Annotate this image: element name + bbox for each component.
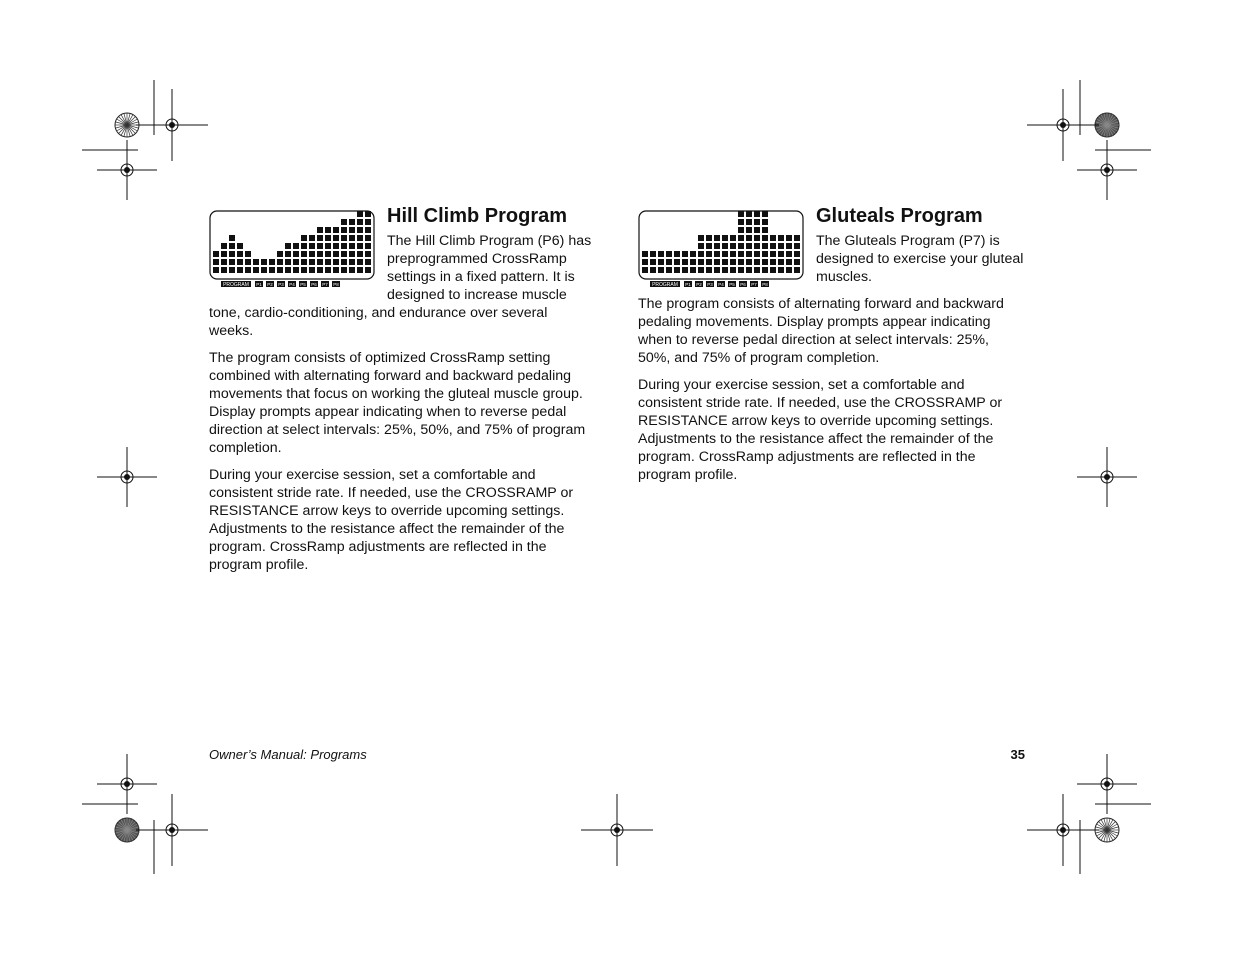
profile-cell (301, 267, 307, 273)
crosshair-mark (1077, 754, 1137, 814)
profile-cell (293, 259, 299, 265)
profile-cell (293, 243, 299, 249)
profile-cell (730, 235, 736, 241)
program-key-p6: P6 (740, 282, 746, 287)
profile-cell (786, 243, 792, 249)
profile-cell (349, 235, 355, 241)
profile-cell (698, 251, 704, 257)
profile-cell (325, 251, 331, 257)
profile-cell (333, 243, 339, 249)
profile-cell (309, 235, 315, 241)
profile-cell (714, 243, 720, 249)
profile-cell (341, 267, 347, 273)
profile-cell (317, 251, 323, 257)
profile-cell (333, 251, 339, 257)
profile-cell (698, 267, 704, 273)
profile-cell (349, 243, 355, 249)
hill-climb-paragraph-1: The program consists of optimized CrossRamp setting combined with alternating forward and backward pedaling movements that focus on working the gluteal muscle group. Display prompts appear indicating when to reverse pedal direction at select intervals: 25%, 50%, and 75% of program completion. (209, 350, 586, 456)
profile-cell (277, 259, 283, 265)
profile-cell (682, 267, 688, 273)
profile-cell (738, 211, 744, 217)
profile-cell (261, 267, 267, 273)
profile-cell (650, 259, 656, 265)
profile-cell (293, 251, 299, 257)
program-key-p3: P3 (707, 282, 713, 287)
profile-cell (762, 251, 768, 257)
profile-cell (770, 267, 776, 273)
profile-cell (213, 267, 219, 273)
profile-cell (365, 251, 371, 257)
profile-cell (245, 259, 251, 265)
profile-cell (762, 267, 768, 273)
profile-cell (658, 267, 664, 273)
profile-cell (714, 235, 720, 241)
profile-cell (738, 243, 744, 249)
profile-cell (229, 267, 235, 273)
profile-cell (738, 227, 744, 233)
profile-cell (730, 267, 736, 273)
profile-cell (674, 259, 680, 265)
profile-cell (325, 227, 331, 233)
profile-cell (722, 259, 728, 265)
profile-cell (706, 235, 712, 241)
profile-cell (642, 251, 648, 257)
profile-cell (309, 251, 315, 257)
profile-cell (722, 243, 728, 249)
profile-cell (221, 267, 227, 273)
profile-cell (754, 235, 760, 241)
program-key-p4: P4 (289, 282, 295, 287)
profile-cell (229, 259, 235, 265)
profile-cell (349, 251, 355, 257)
hill-climb-profile-display (209, 210, 375, 290)
hill-climb-intro: The Hill Climb Program (P6) has preprogrammed CrossRamp settings in a fixed pattern. It is designed to increase muscle tone, cardio-conditioning, and endurance over several weeks. (209, 233, 592, 339)
program-key-p8: P8 (333, 282, 339, 287)
profile-cell (706, 251, 712, 257)
profile-cell (317, 243, 323, 249)
hill-climb-section (209, 204, 595, 583)
profile-cell (325, 243, 331, 249)
profile-cell (738, 267, 744, 273)
profile-cell (229, 235, 235, 241)
profile-cell (309, 243, 315, 249)
profile-cell (722, 267, 728, 273)
profile-cell (754, 219, 760, 225)
profile-cell (285, 267, 291, 273)
profile-cell (770, 243, 776, 249)
profile-cell (341, 219, 347, 225)
profile-cell (754, 251, 760, 257)
crosshair-mark (1077, 447, 1137, 507)
profile-cell (317, 227, 323, 233)
profile-cell (237, 259, 243, 265)
profile-cell (746, 259, 752, 265)
profile-cell (762, 211, 768, 217)
profile-cell (341, 235, 347, 241)
program-key-p1: P1 (256, 282, 262, 287)
profile-cell (317, 259, 323, 265)
profile-cell (690, 251, 696, 257)
crosshair-mark (136, 794, 208, 866)
crosshair-mark (97, 447, 157, 507)
crosshair-mark (1077, 140, 1137, 200)
profile-cell (650, 251, 656, 257)
profile-cell (333, 259, 339, 265)
profile-cell (341, 259, 347, 265)
profile-cell (253, 267, 259, 273)
profile-cell (762, 259, 768, 265)
profile-cell (770, 235, 776, 241)
profile-cell (746, 243, 752, 249)
crosshair-mark (581, 794, 653, 866)
profile-cell (357, 267, 363, 273)
profile-cell (738, 251, 744, 257)
profile-cell (762, 243, 768, 249)
profile-cell (650, 267, 656, 273)
profile-cell (317, 267, 323, 273)
profile-cell (770, 259, 776, 265)
profile-cell (293, 267, 299, 273)
hill-climb-paragraph-2: During your exercise session, set a comfortable and consistent stride rate. If needed, use the CROSSRAMP or RESISTANCE arrow keys to override upcoming settings. Adjustments to the resistance affect the remainder of the program. CrossRamp adjustments are reflected in the program profile. (209, 467, 574, 573)
profile-cell (754, 267, 760, 273)
footer-title: Owner’s Manual: Programs (209, 747, 367, 762)
profile-cell (261, 259, 267, 265)
profile-cell (794, 243, 800, 249)
profile-cell (229, 243, 235, 249)
profile-cell (333, 267, 339, 273)
profile-cell (682, 251, 688, 257)
crosshair-mark (97, 754, 157, 814)
profile-cell (229, 251, 235, 257)
profile-cell (730, 243, 736, 249)
profile-cell (658, 259, 664, 265)
profile-cell (341, 227, 347, 233)
profile-cell (309, 259, 315, 265)
profile-cell (746, 251, 752, 257)
profile-cell (221, 259, 227, 265)
profile-cell (325, 235, 331, 241)
profile-cell (285, 259, 291, 265)
profile-cell (277, 267, 283, 273)
gluteals-title: Gluteals Program (816, 205, 983, 227)
program-key-p1: P1 (685, 282, 691, 287)
gluteals-paragraph-2: During your exercise session, set a comfortable and consistent stride rate. If needed, use the CROSSRAMP or RESISTANCE arrow keys to override upcoming settings. Adjustments to the resistance affect the remainder of the program. CrossRamp adjustments are reflected in the program profile. (638, 377, 1003, 483)
profile-cell (714, 267, 720, 273)
gluteals-section (638, 204, 1024, 493)
profile-cell (682, 259, 688, 265)
profile-cell (714, 259, 720, 265)
profile-cell (269, 267, 275, 273)
profile-cell (365, 267, 371, 273)
profile-cell (754, 211, 760, 217)
profile-cell (349, 259, 355, 265)
profile-cell (237, 243, 243, 249)
profile-cell (794, 267, 800, 273)
profile-cell (754, 243, 760, 249)
gluteals-profile-chart (638, 210, 804, 290)
hill-climb-title: Hill Climb Program (387, 205, 568, 227)
profile-cell (738, 235, 744, 241)
profile-cell (237, 251, 243, 257)
program-key-p7: P7 (751, 282, 757, 287)
profile-cell (706, 243, 712, 249)
program-key-row (650, 281, 769, 288)
profile-cell (746, 267, 752, 273)
profile-cell (786, 235, 792, 241)
profile-cell (666, 251, 672, 257)
profile-cell (349, 267, 355, 273)
gluteals-intro: The Gluteals Program (P7) is designed to exercise your gluteal muscles. (816, 233, 1024, 285)
profile-cell (730, 259, 736, 265)
profile-cell (698, 259, 704, 265)
profile-cell (786, 259, 792, 265)
profile-cell (746, 219, 752, 225)
profile-cell (357, 211, 363, 217)
profile-cell (221, 243, 227, 249)
profile-cell (674, 267, 680, 273)
program-key-p5: P5 (300, 282, 306, 287)
profile-cell (341, 251, 347, 257)
crosshair-mark (1027, 794, 1099, 866)
profile-cell (794, 259, 800, 265)
program-label: PROGRAM (223, 282, 249, 288)
profile-cell (357, 251, 363, 257)
profile-cell (301, 251, 307, 257)
profile-cell (325, 259, 331, 265)
program-label: PROGRAM (652, 282, 678, 288)
program-key-p4: P4 (718, 282, 724, 287)
profile-cell (738, 259, 744, 265)
profile-cell (365, 219, 371, 225)
profile-cell (365, 227, 371, 233)
profile-cell (301, 259, 307, 265)
profile-cell (706, 267, 712, 273)
profile-cell (706, 259, 712, 265)
profile-cell (778, 235, 784, 241)
profile-cell (690, 259, 696, 265)
profile-cell (762, 227, 768, 233)
profile-cell (245, 251, 251, 257)
profile-cell (253, 259, 259, 265)
profile-cell (301, 235, 307, 241)
profile-cell (333, 235, 339, 241)
profile-cell (754, 227, 760, 233)
profile-cell (778, 267, 784, 273)
program-key-p3: P3 (278, 282, 284, 287)
profile-cell (722, 251, 728, 257)
profile-cell (698, 243, 704, 249)
program-key-p6: P6 (311, 282, 317, 287)
profile-cell (714, 251, 720, 257)
crosshair-mark (97, 140, 157, 200)
profile-cell (357, 227, 363, 233)
profile-cell (794, 235, 800, 241)
program-key-p5: P5 (729, 282, 735, 287)
profile-cell (213, 259, 219, 265)
profile-cell (357, 243, 363, 249)
page-number: 35 (1010, 747, 1025, 762)
profile-cell (301, 243, 307, 249)
profile-cell (746, 235, 752, 241)
profile-cell (754, 259, 760, 265)
profile-cell (357, 259, 363, 265)
profile-cell (365, 243, 371, 249)
profile-cell (325, 267, 331, 273)
profile-cell (722, 235, 728, 241)
profile-cell (666, 267, 672, 273)
profile-cell (221, 251, 227, 257)
profile-cell (365, 235, 371, 241)
profile-cell (762, 235, 768, 241)
profile-cell (658, 251, 664, 257)
gluteals-profile-display (638, 210, 804, 290)
profile-cell (309, 267, 315, 273)
profile-cell (365, 211, 371, 217)
profile-cell (786, 267, 792, 273)
profile-cell (285, 243, 291, 249)
profile-cell (770, 251, 776, 257)
program-key-p8: P8 (762, 282, 768, 287)
hill-climb-profile-chart (209, 210, 375, 290)
profile-cell (778, 243, 784, 249)
starburst-mark (115, 113, 139, 137)
profile-cell (349, 227, 355, 233)
profile-cell (738, 219, 744, 225)
profile-cell (674, 251, 680, 257)
crosshair-mark (1027, 89, 1099, 161)
crosshair-mark (136, 89, 208, 161)
program-key-p2: P2 (696, 282, 702, 287)
program-key-p7: P7 (322, 282, 328, 287)
profile-cell (786, 251, 792, 257)
profile-cell (237, 267, 243, 273)
profile-cell (285, 251, 291, 257)
profile-cell (698, 235, 704, 241)
profile-cell (349, 219, 355, 225)
gluteals-paragraph-1: The program consists of alternating forward and backward pedaling movements. Display prompts appear indicating when to reverse pedal direction at select intervals: 25%, 50%, and 75% of program completion. (638, 296, 1004, 366)
profile-cell (365, 259, 371, 265)
starburst-mark (115, 818, 139, 842)
profile-cell (762, 219, 768, 225)
profile-cell (269, 259, 275, 265)
profile-cell (357, 235, 363, 241)
profile-cell (357, 219, 363, 225)
profile-cell (690, 267, 696, 273)
program-key-row (221, 281, 340, 288)
profile-cell (778, 259, 784, 265)
profile-cell (341, 243, 347, 249)
profile-cell (277, 251, 283, 257)
profile-cell (730, 251, 736, 257)
profile-cell (794, 251, 800, 257)
profile-cell (666, 259, 672, 265)
profile-cell (245, 267, 251, 273)
profile-cell (333, 227, 339, 233)
profile-cell (642, 267, 648, 273)
profile-cell (317, 235, 323, 241)
program-key-p2: P2 (267, 282, 273, 287)
profile-cell (642, 259, 648, 265)
profile-cell (746, 227, 752, 233)
profile-cell (746, 211, 752, 217)
profile-cell (213, 251, 219, 257)
profile-cell (778, 251, 784, 257)
